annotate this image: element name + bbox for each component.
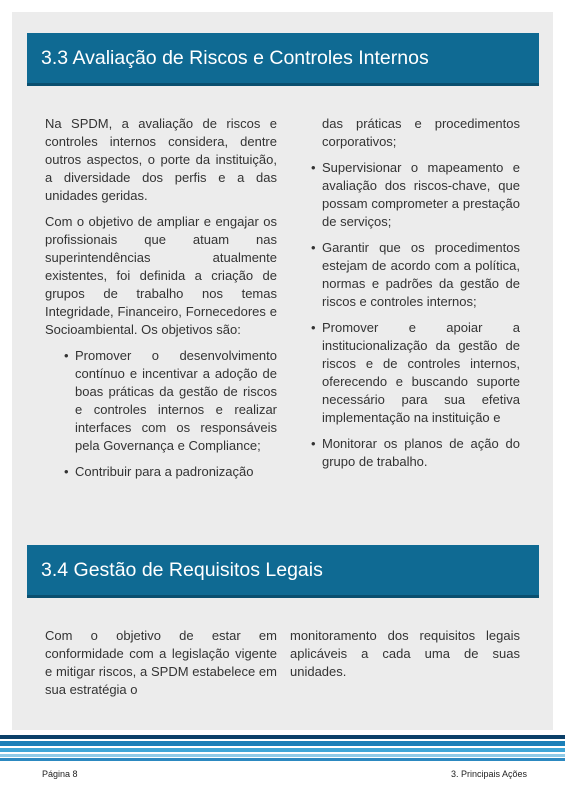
list-item: • Promover o desenvolvimento contínuo e incentivar a adoção de boas práticas da gestão de riscos e controles internos e realizar interfaces com os responsáveis pela Governança e Compliance; [64,348,277,453]
bullet-icon: • [64,464,69,479]
section-3-3-title: 3.3 Avaliação de Riscos e Controles Internos [41,47,429,69]
bullet-icon: • [311,160,316,175]
list-item: • Contribuir para a padronização [64,464,254,479]
objectives-list-left [45,347,277,481]
list-item-continuation: das práticas e procedimentos corporativos; [322,116,520,149]
section-3-4-left-column [45,627,277,707]
list-item: • Monitorar os planos de ação do grupo de trabalho. [311,436,520,469]
bullet-icon: • [311,436,316,451]
section-3-3-header [27,33,539,86]
list-item: • Supervisionar o mapeamento e avaliação dos riscos-chave, que possam comprometer a prestação de serviços; [311,160,520,229]
paragraph: Na SPDM, a avaliação de riscos e controles internos considera, dentre outros aspectos, o porte da instituição, a diversidade dos perfis e a das unidades geridas. [45,116,277,203]
section-3-4-title: 3.4 Gestão de Requisitos Legais [41,559,323,581]
objectives-list-right [304,115,520,471]
list-item: • Garantir que os procedimentos estejam de acordo com a política, normas e padrões da gestão de riscos e controles internos; [311,240,520,309]
footer-chapter-label: 3. Principais Ações [450,769,527,779]
bullet-icon: • [311,320,316,335]
section-3-3-left-column [45,115,277,489]
footer-page-label: Página 8 [42,769,78,779]
bullet-icon: • [64,348,69,363]
section-3-3-right-column [304,115,520,479]
paragraph: Com o objetivo de ampliar e engajar os profissionais que atuam nas superintendências atualmente existentes, foi definida a criação de grupos de trabalho nos temas Integridade, Financeiro, Fornecedores e Socioambiental. Os objetivos são: [45,214,277,337]
section-3-4-right-column [290,627,520,689]
paragraph: Com o objetivo de estar em conformidade com a legislação vigente e mitigar riscos, a SPDM estabelece em sua estratégia o [45,628,277,697]
paragraph: monitoramento dos requisitos legais aplicáveis a cada uma de suas unidades. [290,628,520,679]
footer-decorative-stripes [0,735,565,761]
section-3-4-header [27,545,539,598]
list-item: • Promover e apoiar a institucionalização da gestão de riscos e de controles internos, oferecendo e buscando suporte necessário para sua efetiva implementação na instituição e [311,320,520,425]
bullet-icon: • [311,240,316,255]
